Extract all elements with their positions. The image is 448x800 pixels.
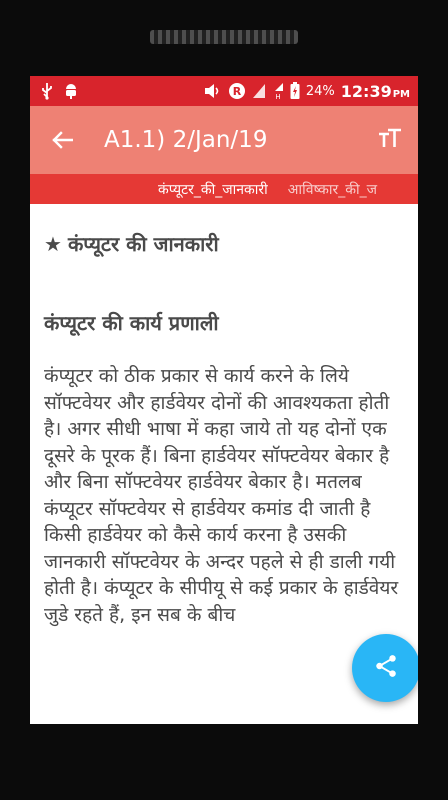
text-size-icon[interactable]	[378, 128, 402, 153]
signal-icon	[252, 83, 266, 99]
tab-inventions[interactable]: आविष्कार_की_ज	[287, 181, 378, 198]
article-heading-text: कंप्यूटर की जानकारी	[67, 232, 219, 256]
share-button[interactable]	[352, 634, 418, 702]
article-subheading: कंप्यूटर की कार्य प्रणाली	[44, 311, 219, 335]
arrow-back-icon[interactable]	[46, 124, 78, 156]
article-content	[30, 204, 418, 628]
page-title: A1.1) 2/Jan/19	[104, 127, 268, 153]
svg-text:R: R	[232, 85, 242, 98]
app-bar	[30, 106, 418, 174]
share-icon	[373, 653, 399, 683]
volume-icon	[204, 83, 222, 99]
screen	[30, 76, 418, 724]
signal-h-icon	[272, 82, 284, 100]
status-bar	[30, 76, 418, 106]
star-icon: ★	[44, 231, 62, 256]
article-paragraph: कंप्यूटर को ठीक प्रकार से कार्य करने के लिये सॉफ्टवेयर और हार्डवेयर दोनों की आवश्यकता होती है। अगर सीधी भाषा में कहा जाये तो यह दोनों एक दूसरे के पूरक हैं। बिना हार्डवेयर सॉफ्टवेयर बेकार है और बिना सॉफ्टवेयर हार्डवेयर बेकार है। मतलब कंप्यूटर सॉफ्टवेयर से हार्डवेयर कमांड दी जाती है किसी हार्डवेयर को कैसे कार्य करना है उसकी जानकारी सॉफ्टवेयर के अन्दर पहले से ही डाली गयी होती है। कंप्यूटर के सीपीयू से कई प्रकार के हार्डवेयर जुडे रहते हैं, इन सब के बीच	[44, 365, 399, 626]
tab-computer-info[interactable]: कंप्यूटर_की_जानकारी	[158, 181, 268, 198]
article-heading	[44, 230, 404, 257]
registered-icon	[228, 82, 246, 100]
usb-icon	[40, 82, 54, 100]
svg-text:H: H	[275, 93, 281, 100]
battery-percentage: 24%	[305, 83, 335, 99]
clock-time: 12:39	[340, 81, 392, 101]
android-debug-icon	[64, 82, 78, 100]
clock	[341, 82, 410, 101]
battery-charging-icon	[290, 82, 300, 100]
clock-ampm: PM	[392, 88, 410, 100]
tab-strip	[30, 174, 418, 204]
speaker-grille	[150, 30, 298, 44]
